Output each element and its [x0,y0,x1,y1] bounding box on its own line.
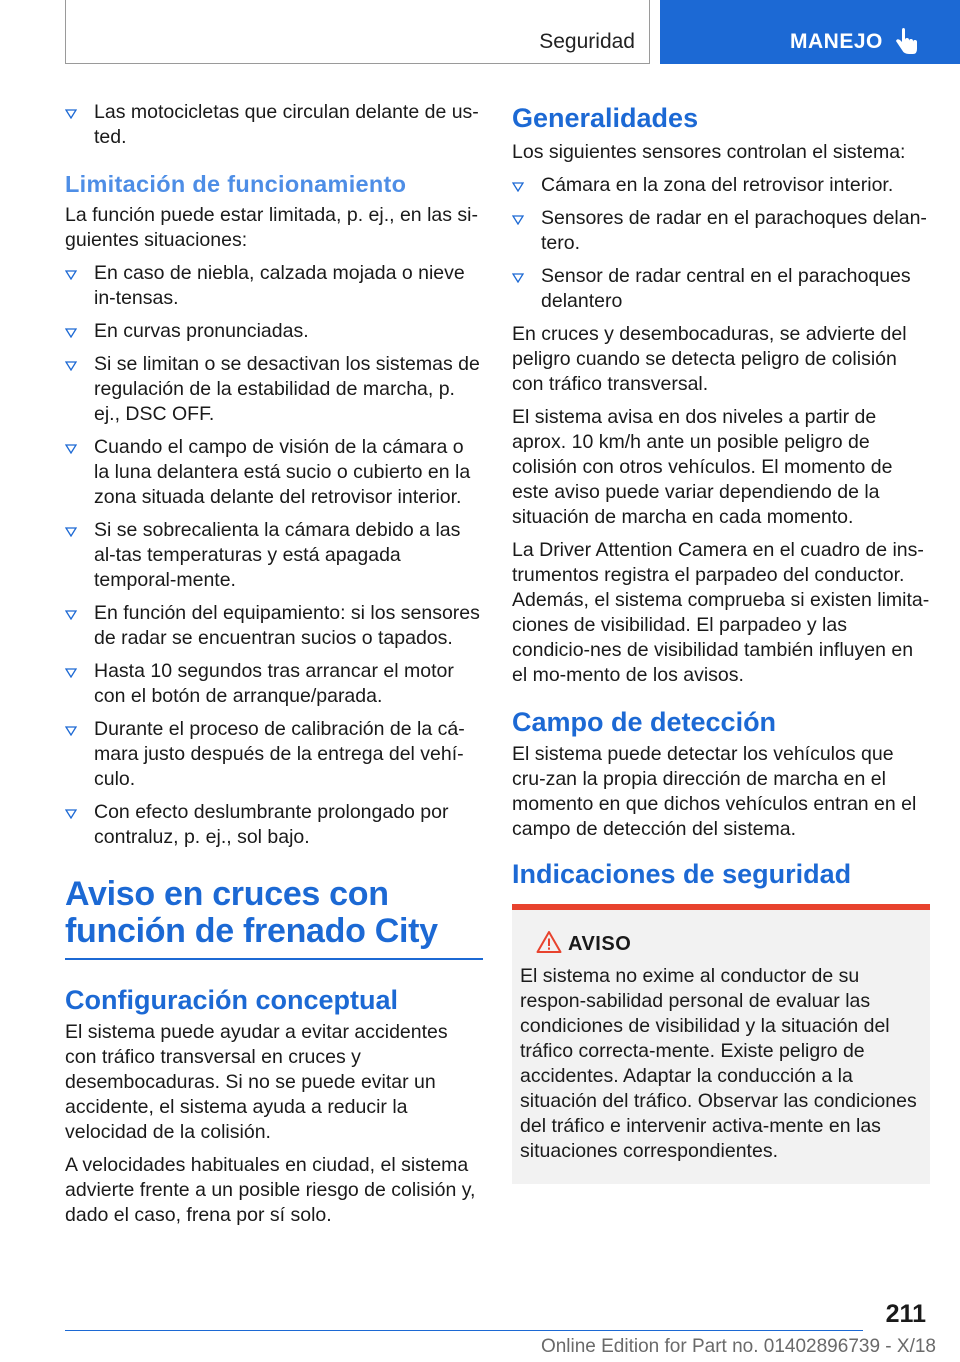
list-item: Si se limitan o se desactivan los sistemas de regulación de la estabilidad de marcha, p. ej., DSC OFF. [65,352,483,427]
paragraph: El sistema puede detectar los vehículos que cru-zan la propia dirección de marcha en el momento en que dichos vehículos entran en el campo de detección del sistema. [512,743,917,840]
edition-note: Online Edition for Part no. 01402896739 - X/18 [540,1336,936,1357]
paragraph: Los siguientes sensores controlan el sistema: [512,141,906,163]
list-item: Hasta 10 segundos tras arrancar el motor con el botón de arranque/parada. [65,659,483,709]
triangle-bullet-icon [65,527,77,537]
list-item: Sensores de radar en el parachoques delan-tero. [512,206,930,256]
heading-configuracion: Configuración conceptual [65,985,399,1015]
hand-pointer-icon [892,28,920,56]
paragraph: La Driver Attention Camera en el cuadro de ins-trumentos registra el parpadeo del conductor. Además, el sistema comprueba si existen limita-ciones de visibilidad. El parpadeo y las condicio-nes de visibilidad también influyen en el mo-mento de los avisos. [512,539,930,686]
chapter-tab[interactable] [660,0,960,64]
footer-divider [65,1330,863,1331]
right-column [512,100,930,1184]
chapter-heading: Aviso en cruces con función de frenado City [65,876,483,960]
list-item: Si se sobrecalienta la cámara debido a las al-tas temperaturas y está apagada temporal-mente. [65,518,483,593]
triangle-bullet-icon [65,726,77,736]
list-item: En curvas pronunciadas. [65,319,483,344]
heading-limitacion: Limitación de funcionamiento [65,171,407,197]
triangle-bullet-icon [65,328,77,338]
triangle-bullet-icon [65,809,77,819]
triangle-bullet-icon [65,109,77,119]
paragraph: A velocidades habituales en ciudad, el sistema advierte frente a un posible riesgo de colisión y, dado el caso, frena por sí solo. [65,1154,476,1226]
list-item: Cámara en la zona del retrovisor interior. [512,173,930,198]
warning-box [512,904,930,1184]
warning-text: El sistema no exime al conductor de su respon-sabilidad personal de evaluar las condiciones de visibilidad y la situación del tráfico correcta-mente. Existe peligro de accidentes. Adaptar la conducción a la situación del tráfico. Observar las condiciones del tráfico e intervenir activa-mente en las situaciones correspondientes. [520,965,917,1162]
paragraph: El sistema puede ayudar a evitar accidentes con tráfico transversal en cruces y desembocaduras. Si no se puede evitar un accidente, el sistema ayuda a reducir la velocidad de la colisión. [65,1021,448,1143]
left-column [65,100,483,1236]
list-item: Durante el proceso de calibración de la cá-mara justo después de la entrega del vehí-culo. [65,717,483,792]
triangle-bullet-icon [512,182,524,192]
paragraph: La función puede estar limitada, p. ej., en las si-guientes situaciones: [65,204,478,251]
triangle-bullet-icon [512,273,524,283]
paragraph: En cruces y desembocaduras, se advierte del peligro cuando se detecta peligro de colisión con tráfico transversal. [512,323,907,395]
header-section-box [65,0,650,64]
list-item: Con efecto deslumbrante prolongado por contraluz, p. ej., sol bajo. [65,800,483,850]
triangle-bullet-icon [65,444,77,454]
heading-campo-deteccion: Campo de detección [512,707,777,737]
chapter-label: MANEJO [790,30,883,53]
triangle-bullet-icon [65,610,77,620]
triangle-bullet-icon [512,215,524,225]
page-number: 211 [885,1300,926,1328]
section-title: Seguridad [539,30,635,53]
triangle-bullet-icon [65,361,77,371]
list-item: Las motocicletas que circulan delante de us-ted. [65,100,483,150]
list-item: Sensor de radar central en el parachoques delantero [512,264,930,314]
paragraph: El sistema avisa en dos niveles a partir de aprox. 10 km/h ante un posible peligro de colisión con otros vehículos. El momento de este aviso puede variar dependiendo de la situación de marcha en cada momento. [512,406,893,528]
heading-indicaciones-seguridad: Indicaciones de seguridad [512,859,852,889]
list-item: Cuando el campo de visión de la cámara o la luna delantera está sucio o cubierto en la zona situada delante del retrovisor interior. [65,435,483,510]
warning-title: AVISO [568,933,632,955]
list-item: En función del equipamiento: si los sensores de radar se encuentran sucios o tapados. [65,601,483,651]
triangle-bullet-icon [65,668,77,678]
heading-generalidades: Generalidades [512,103,699,133]
triangle-bullet-icon [65,270,77,280]
warning-header [520,930,922,960]
warning-triangle-icon [536,930,562,954]
list-item: En caso de niebla, calzada mojada o nieve in-tensas. [65,261,483,311]
